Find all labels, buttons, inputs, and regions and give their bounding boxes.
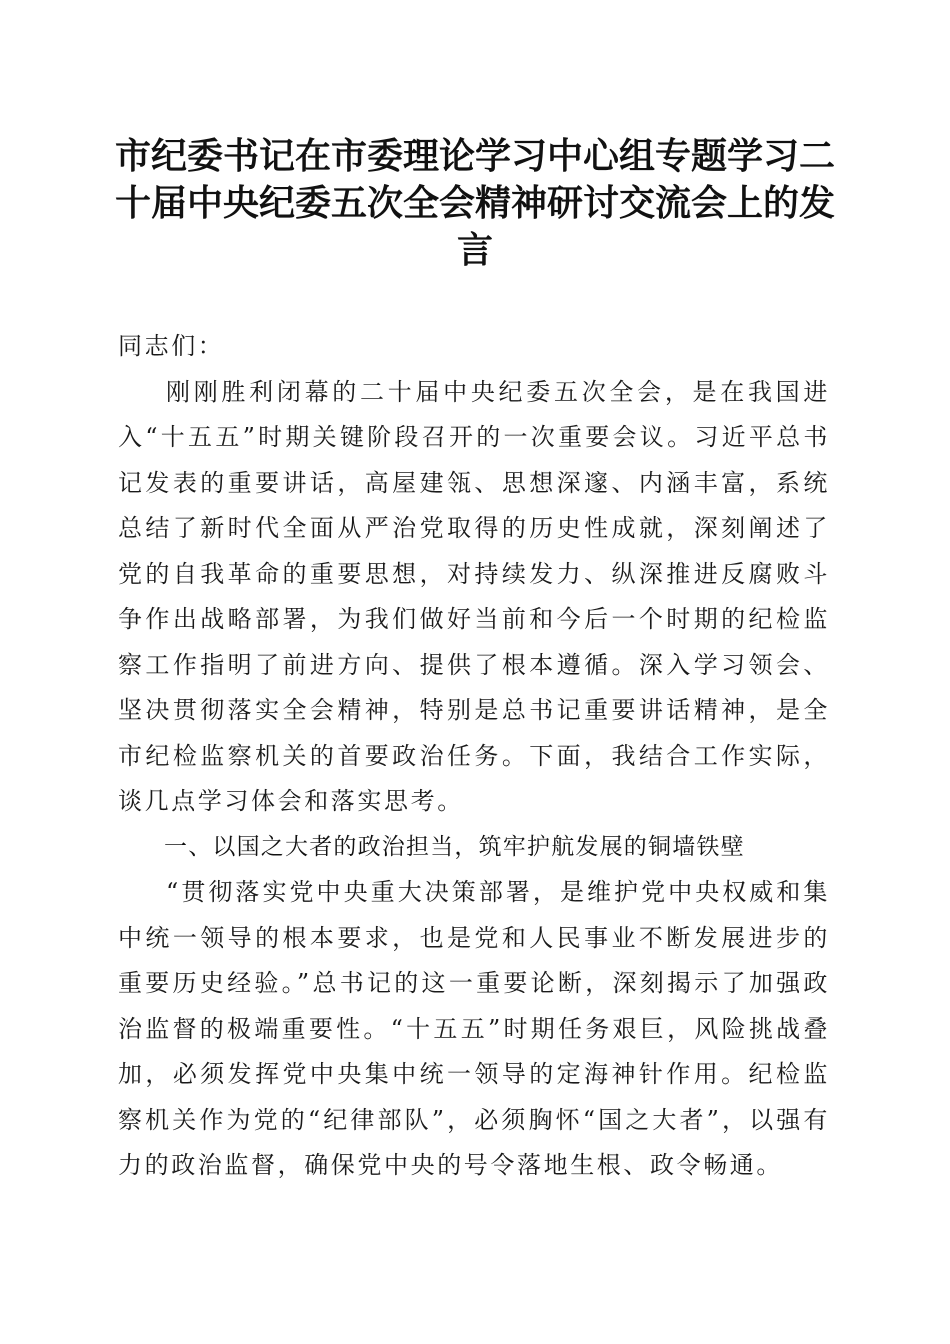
salutation: 同志们： (118, 332, 225, 360)
intro-paragraph: 刚刚胜利闭幕的二十届中央纪委五次全会，是在我国进入“十五五”时期关键阶段召开的一次重要会议。习近平总书记发表的重要讲话，高屋建瓴、思想深邃、内涵丰富，系统总结了新时代全面从严治党取得的历史性成就，深刻阐述了党的自我革命的重要思想，对持续发力、纵深推进反腐败斗争作出战略部署，为我们做好当前和今后一个时期的纪检监察工作指明了前进方向、提供了根本遵循。深入学习领会、坚决贯彻落实全会精神，特别是总书记重要讲话精神，是全市纪检监察机关的首要政治任务。下面，我结合工作实际，谈几点学习体会和落实思考。 (118, 377, 830, 815)
section-heading-1: 一、以国之大者的政治担当，筑牢护航发展的铜墙铁壁 (164, 833, 745, 860)
section-1-paragraph: “贯彻落实党中央重大决策部署，是维护党中央权威和集中统一领导的根本要求，也是党和人民事业不断发展进步的重要历史经验。”总书记的这一重要论断，深刻揭示了加强政治监督的极端重要性。“十五五”时期任务艰巨，风险挑战叠加，必须发挥党中央集中统一领导的定海神针作用。纪检监察机关作为党的“纪律部队”，必须胸怀“国之大者”，以强有力的政治监督，确保党中央的号令落地生根、政令畅通。 (118, 878, 830, 1179)
document-body (118, 324, 830, 1189)
document-title: 市纪委书记在市委理论学习中心组专题学习二十届中央纪委五次全会精神研讨交流会上的发言 (114, 135, 835, 271)
